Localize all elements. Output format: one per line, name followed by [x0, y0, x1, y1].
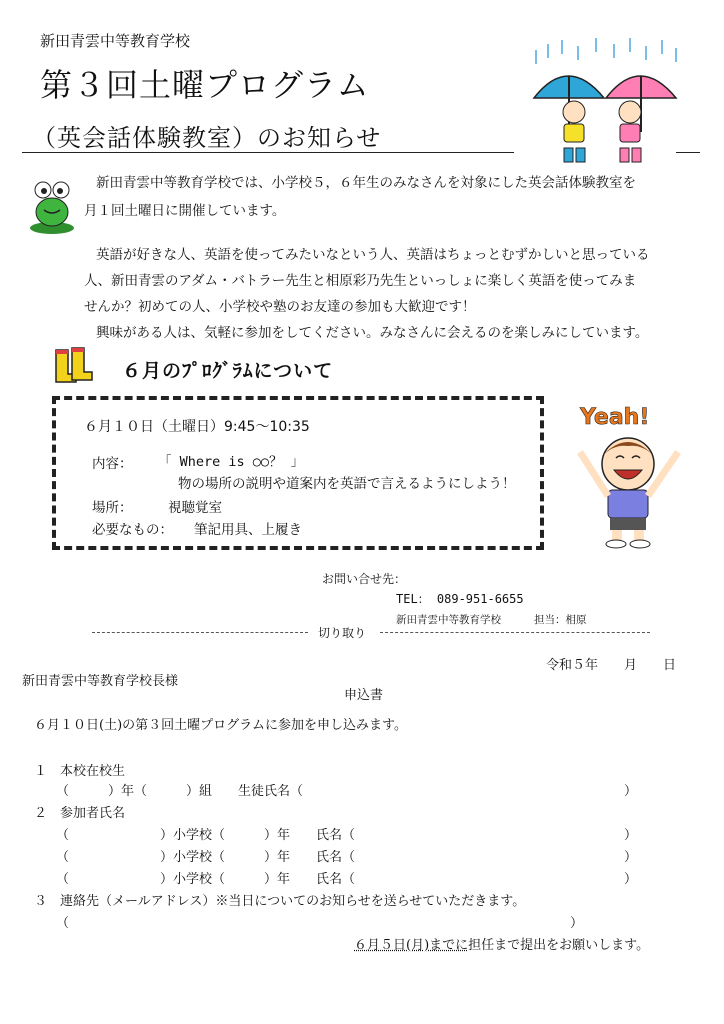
intro-paragraph-1-line-2: 月１回土曜日に開催しています。 — [84, 203, 286, 219]
intro-paragraph-2-line-3: せんか？初めての人、小学校や塾のお友達の参加も大歓迎です！ — [84, 299, 476, 315]
student-row-close: ） — [624, 784, 638, 799]
content-description: 物の場所の説明や道案内を英語で言えるようにしよう！ — [178, 476, 516, 492]
contact-school: 新田青雲中等教育学校 — [396, 614, 501, 626]
contact-person: 担当：相原 — [534, 614, 587, 626]
section-2-title: ２ 参加者氏名 — [34, 806, 126, 821]
content-label: 内容： — [92, 456, 133, 472]
cut-line-left — [92, 632, 308, 633]
cut-label: 切り取り — [318, 626, 367, 640]
email-field-open[interactable]: （ — [56, 916, 70, 931]
section-1-title: １ 本校在校生 — [34, 764, 126, 779]
cut-line-right — [380, 632, 650, 633]
intro-paragraph-3-line-1: 興味がある人は、気軽に参加をしてください。みなさんに会えるのを楽しみにしています。 — [96, 325, 649, 341]
program-date: ６月１０日（土曜日）9:45～10:35 — [84, 419, 310, 435]
section-3-title: ３ 連絡先（メールアドレス）※当日についてのお知らせを送らせていただきます。 — [34, 894, 526, 909]
form-statement: ６月１０日(土)の第３回土曜プログラムに参加を申し込みます。 — [34, 718, 407, 733]
content-title: 「 Where is ○○？ 」 — [158, 454, 305, 470]
email-field-close: ） — [570, 916, 584, 931]
intro-paragraph-1-line-1: 新田青雲中等教育学校では、小学校５，６年生のみなさんを対象にした英会話体験教室を — [96, 175, 636, 191]
yeah-boy-illustration — [566, 400, 696, 550]
intro-paragraph-2-line-1: 英語が好きな人、英語を使ってみたいなという人、英語はちょっとむずかしいと思っている — [96, 247, 650, 263]
items-value: 筆記用具、上履き — [194, 522, 302, 538]
form-date-line: 令和５年 月 日 — [546, 658, 677, 673]
deadline-date: ６月５日(月)までに — [354, 938, 469, 953]
contact-tel: TEL： 089-951-6655 — [396, 592, 524, 606]
deadline-rest: 担任まで提出をお願いします。 — [468, 938, 650, 953]
participant-row-2[interactable]: （ ）小学校（ ）年 氏名（ — [56, 850, 356, 865]
program-heading: ６月のﾌﾟﾛｸﾞﾗﾑについて — [122, 360, 334, 382]
frog-illustration — [26, 176, 78, 236]
student-row[interactable]: （ ）年（ ）組 生徒氏名（ — [56, 784, 304, 799]
participant-row-2-close: ） — [624, 850, 638, 865]
participant-row-1-close: ） — [624, 828, 638, 843]
deadline-note — [354, 934, 649, 953]
participant-row-3[interactable]: （ ）小学校（ ）年 氏名（ — [56, 872, 356, 887]
kids-with-umbrellas-illustration — [526, 36, 686, 168]
form-title: 申込書 — [344, 688, 384, 703]
page-title: 第３回土曜プログラム — [40, 66, 370, 104]
intro-paragraph-2-line-2: 人、新田青雲のアダム・バトラー先生と相原彩乃先生といっしょに楽しく英語を使ってみま — [84, 273, 637, 289]
header-rule — [22, 152, 514, 153]
contact-label: お問い合せ先： — [322, 572, 407, 586]
rain-boots-icon — [50, 346, 96, 386]
place-value: 視聴覚室 — [168, 500, 222, 516]
school-name: 新田青雲中等教育学校 — [40, 32, 191, 50]
items-label: 必要なもの： — [92, 522, 173, 538]
place-label: 場所： — [92, 500, 133, 516]
participant-row-1[interactable]: （ ）小学校（ ）年 氏名（ — [56, 828, 356, 843]
yeah-text: Yeah! — [580, 405, 650, 430]
form-addressee: 新田青雲中等教育学校長様 — [22, 674, 179, 689]
page-subtitle: （英会話体験教室）のお知らせ — [32, 124, 382, 152]
participant-row-3-close: ） — [624, 872, 638, 887]
